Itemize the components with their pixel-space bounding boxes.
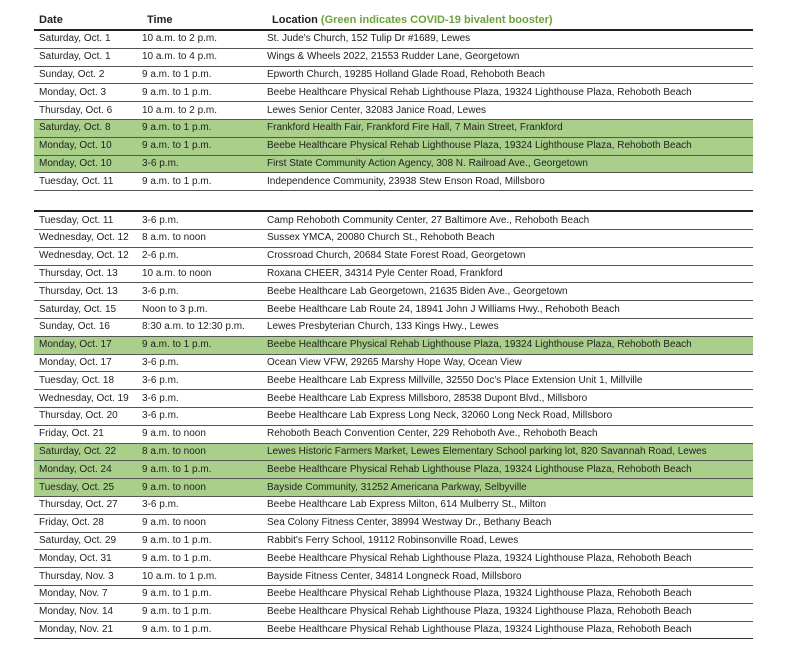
row-date: Saturday, Oct. 22 (39, 445, 117, 457)
row-date: Wednesday, Oct. 12 (39, 232, 129, 244)
header-location (272, 14, 753, 26)
row-time: 10 a.m. to 1 p.m. (142, 570, 218, 582)
row-time: 9 a.m. to 1 p.m. (142, 140, 212, 152)
table-row-booster (34, 443, 753, 461)
row-location: First State Community Action Agency, 308 N. Railroad Ave., Georgetown (267, 157, 588, 169)
row-time: 2-6 p.m. (142, 250, 179, 262)
row-time: 9 a.m. to 1 p.m. (142, 606, 212, 618)
row-time: 9 a.m. to noon (142, 517, 206, 529)
row-date: Monday, Oct. 10 (39, 157, 112, 169)
table-row (34, 549, 753, 567)
row-location: Beebe Healthcare Lab Route 24, 18941 John J Williams Hwy., Rehoboth Beach (267, 303, 620, 315)
row-location: Beebe Healthcare Lab Express Millsboro, 28538 Dupont Blvd., Millsboro (267, 392, 588, 404)
row-date: Tuesday, Oct. 11 (39, 214, 114, 226)
row-time: 9 a.m. to 1 p.m. (142, 463, 212, 475)
row-location: Beebe Healthcare Physical Rehab Lighthouse Plaza, 19324 Lighthouse Plaza, Rehoboth Beach (267, 339, 692, 351)
schedule-table (34, 29, 753, 639)
row-date: Thursday, Oct. 27 (39, 499, 118, 511)
row-time: 3-6 p.m. (142, 157, 179, 169)
row-time: 10 a.m. to 2 p.m. (142, 104, 218, 116)
table-row (34, 66, 753, 84)
row-location: Crossroad Church, 20684 State Forest Road, Georgetown (267, 250, 526, 262)
row-location: Beebe Healthcare Physical Rehab Lighthouse Plaza, 19324 Lighthouse Plaza, Rehoboth Beach (267, 86, 692, 98)
table-row (34, 318, 753, 336)
table-row (34, 532, 753, 550)
table-row-booster (34, 336, 753, 354)
row-location: Epworth Church, 19285 Holland Glade Road, Rehoboth Beach (267, 68, 545, 80)
header-time: Time (147, 13, 173, 26)
row-location: Lewes Senior Center, 32083 Janice Road, Lewes (267, 104, 487, 116)
row-date: Monday, Oct. 10 (39, 140, 112, 152)
table-row (34, 389, 753, 407)
row-date: Monday, Oct. 17 (39, 339, 112, 351)
table-gap (34, 190, 753, 210)
row-date: Tuesday, Oct. 11 (39, 175, 114, 187)
row-time: 3-6 p.m. (142, 285, 179, 297)
table-row (34, 229, 753, 247)
table-row (34, 247, 753, 265)
row-location: Beebe Healthcare Physical Rehab Lighthouse Plaza, 19324 Lighthouse Plaza, Rehoboth Beach (267, 552, 692, 564)
row-location: Beebe Healthcare Physical Rehab Lighthouse Plaza, 19324 Lighthouse Plaza, Rehoboth Beach (267, 588, 692, 600)
row-date: Saturday, Oct. 29 (39, 534, 117, 546)
table-row (34, 585, 753, 603)
table-row-booster (34, 137, 753, 155)
table-row (34, 83, 753, 101)
row-time: 10 a.m. to 4 p.m. (142, 51, 218, 63)
row-location: Sea Colony Fitness Center, 38994 Westway Dr., Bethany Beach (267, 517, 552, 529)
table-row (34, 496, 753, 514)
row-date: Saturday, Oct. 15 (39, 303, 117, 315)
row-time: 9 a.m. to 1 p.m. (142, 339, 212, 351)
table-row-booster (34, 119, 753, 137)
row-time: 8 a.m. to noon (142, 445, 206, 457)
row-date: Tuesday, Oct. 25 (39, 481, 115, 493)
table-row (34, 371, 753, 389)
row-date: Sunday, Oct. 16 (39, 321, 110, 333)
row-time: 3-6 p.m. (142, 392, 179, 404)
row-location: Beebe Healthcare Lab Georgetown, 21635 Biden Ave., Georgetown (267, 285, 568, 297)
row-location: Sussex YMCA, 20080 Church St., Rehoboth Beach (267, 232, 495, 244)
table-row (34, 29, 753, 48)
row-time: 3-6 p.m. (142, 214, 179, 226)
row-location: Beebe Healthcare Lab Express Milton, 614 Mulberry St., Milton (267, 499, 547, 511)
table-row (34, 210, 753, 229)
row-date: Thursday, Oct. 6 (39, 104, 113, 116)
row-location: Camp Rehoboth Community Center, 27 Baltimore Ave., Rehoboth Beach (267, 214, 590, 226)
row-date: Monday, Oct. 3 (39, 86, 107, 98)
row-time: 9 a.m. to 1 p.m. (142, 552, 212, 564)
table-row (34, 101, 753, 119)
row-location: Rehoboth Beach Convention Center, 229 Rehoboth Ave., Rehoboth Beach (267, 428, 598, 440)
row-location: St. Jude's Church, 152 Tulip Dr #1689, Lewes (267, 33, 471, 45)
row-date: Thursday, Oct. 13 (39, 285, 118, 297)
table-row (34, 300, 753, 318)
table-row-booster (34, 478, 753, 496)
header-location-label: Location (272, 13, 318, 26)
row-location: Wings & Wheels 2022, 21553 Rudder Lane, Georgetown (267, 51, 520, 63)
booster-legend: (Green indicates COVID-19 bivalent booster) (320, 13, 553, 26)
table-row (34, 567, 753, 585)
table-row (34, 282, 753, 300)
row-time: 9 a.m. to 1 p.m. (142, 623, 212, 635)
row-time: 8:30 a.m. to 12:30 p.m. (142, 321, 245, 333)
row-date: Saturday, Oct. 1 (39, 33, 111, 45)
row-location: Beebe Healthcare Physical Rehab Lighthouse Plaza, 19324 Lighthouse Plaza, Rehoboth Beach (267, 606, 692, 618)
row-location: Roxana CHEER, 34314 Pyle Center Road, Frankford (267, 267, 503, 279)
row-time: 10 a.m. to 2 p.m. (142, 33, 218, 45)
row-time: 9 a.m. to 1 p.m. (142, 175, 212, 187)
row-date: Thursday, Oct. 20 (39, 410, 118, 422)
row-location: Bayside Fitness Center, 34814 Longneck Road, Millsboro (267, 570, 522, 582)
row-time: 3-6 p.m. (142, 499, 179, 511)
table-row (34, 603, 753, 621)
row-time: 9 a.m. to noon (142, 428, 206, 440)
row-time: 10 a.m. to noon (142, 267, 212, 279)
row-date: Wednesday, Oct. 19 (39, 392, 129, 404)
row-location: Bayside Community, 31252 Americana Parkway, Selbyville (267, 481, 527, 493)
row-date: Monday, Nov. 7 (39, 588, 108, 600)
table-row-booster (34, 460, 753, 478)
row-date: Monday, Oct. 17 (39, 356, 112, 368)
row-location: Beebe Healthcare Physical Rehab Lighthouse Plaza, 19324 Lighthouse Plaza, Rehoboth Beach (267, 140, 692, 152)
row-date: Wednesday, Oct. 12 (39, 250, 129, 262)
row-date: Friday, Oct. 21 (39, 428, 104, 440)
table-row (34, 354, 753, 372)
row-location: Beebe Healthcare Physical Rehab Lighthouse Plaza, 19324 Lighthouse Plaza, Rehoboth Beach (267, 623, 692, 635)
row-time: 3-6 p.m. (142, 374, 179, 386)
row-date: Friday, Oct. 28 (39, 517, 104, 529)
row-time: Noon to 3 p.m. (142, 303, 208, 315)
row-time: 3-6 p.m. (142, 410, 179, 422)
row-date: Thursday, Nov. 3 (39, 570, 114, 582)
row-location: Beebe Healthcare Lab Express Long Neck, 32060 Long Neck Road, Millsboro (267, 410, 613, 422)
table-header (34, 10, 753, 29)
row-date: Sunday, Oct. 2 (39, 68, 105, 80)
table-row (34, 265, 753, 283)
header-date: Date (39, 13, 63, 26)
row-time: 9 a.m. to 1 p.m. (142, 86, 212, 98)
table-row (34, 621, 753, 639)
row-location: Independence Community, 23938 Stew Enson Road, Millsboro (267, 175, 545, 187)
table-row (34, 172, 753, 190)
row-location: Beebe Healthcare Lab Express Millville, 32550 Doc's Place Extension Unit 1, Millville (267, 374, 643, 386)
row-date: Monday, Oct. 31 (39, 552, 112, 564)
row-location: Frankford Health Fair, Frankford Fire Hall, 7 Main Street, Frankford (267, 122, 563, 134)
row-date: Saturday, Oct. 8 (39, 122, 111, 134)
row-time: 9 a.m. to 1 p.m. (142, 588, 212, 600)
table-row (34, 48, 753, 66)
row-time: 9 a.m. to 1 p.m. (142, 122, 212, 134)
row-date: Monday, Nov. 21 (39, 623, 114, 635)
row-date: Monday, Oct. 24 (39, 463, 112, 475)
row-time: 9 a.m. to 1 p.m. (142, 534, 212, 546)
row-location: Ocean View VFW, 29265 Marshy Hope Way, Ocean View (267, 356, 522, 368)
row-time: 9 a.m. to 1 p.m. (142, 68, 212, 80)
row-time: 9 a.m. to noon (142, 481, 206, 493)
row-time: 3-6 p.m. (142, 356, 179, 368)
row-date: Monday, Nov. 14 (39, 606, 114, 618)
table-row (34, 514, 753, 532)
row-date: Tuesday, Oct. 18 (39, 374, 115, 386)
row-time: 8 a.m. to noon (142, 232, 206, 244)
table-row-booster (34, 155, 753, 173)
row-date: Thursday, Oct. 13 (39, 267, 118, 279)
row-location: Lewes Presbyterian Church, 133 Kings Hwy., Lewes (267, 321, 499, 333)
clinic-schedule (34, 10, 753, 639)
table-row (34, 407, 753, 425)
row-location: Rabbit's Ferry School, 19112 Robinsonville Road, Lewes (267, 534, 519, 546)
row-location: Lewes Historic Farmers Market, Lewes Elementary School parking lot, 820 Savannah Road, Lewes (267, 445, 707, 457)
row-date: Saturday, Oct. 1 (39, 51, 111, 63)
table-row (34, 425, 753, 443)
row-location: Beebe Healthcare Physical Rehab Lighthouse Plaza, 19324 Lighthouse Plaza, Rehoboth Beach (267, 463, 692, 475)
